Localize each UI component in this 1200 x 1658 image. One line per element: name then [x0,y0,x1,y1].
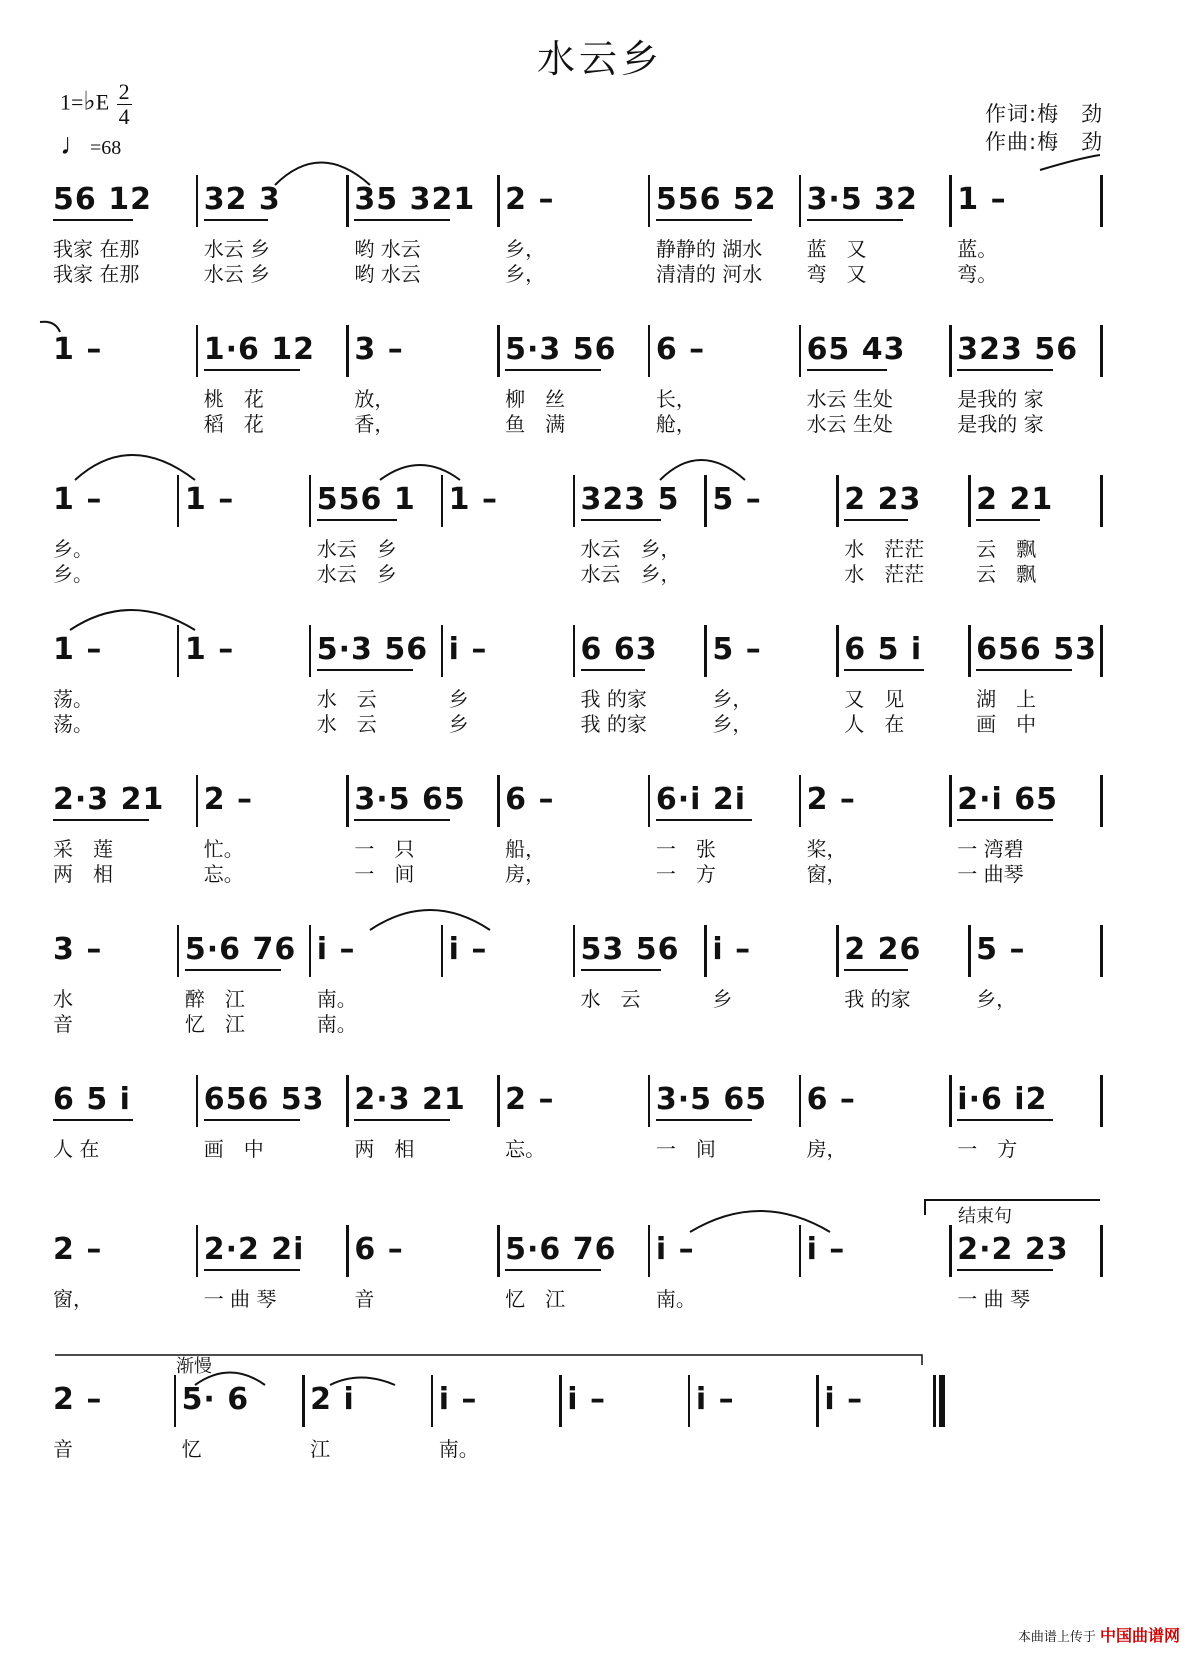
beam-line [807,219,903,221]
measure-notes: 2 – [505,1082,555,1117]
barline [704,925,707,977]
lyric-verse-1: 是我的 家 [957,387,1044,411]
barline [346,1225,349,1277]
lyric-verse-1: 水云 乡 [203,237,271,261]
measure-notes: 3 – [53,932,103,967]
lyric-verse-1: 忙。 [203,837,244,861]
lyric-verse-1: 一 只 [354,837,415,861]
barline [949,1075,952,1127]
barline [497,1225,500,1277]
beam-line [957,1119,1053,1121]
measure-notes: 2·i 65 [957,782,1059,817]
beam-line [505,1269,601,1271]
song-title: 水云乡 [536,37,663,81]
lyric-verse-1: 一 湾碧 [957,837,1024,861]
beam-line [53,1119,133,1121]
lyric-verse-2: 音 [53,1012,73,1036]
measure-notes: 2 26 [844,932,922,967]
measure-notes: 1 – [53,482,103,517]
measure-notes: 5 – [712,632,762,667]
beam-line [317,519,397,521]
barline [949,1225,952,1277]
barline [836,925,839,977]
measure-notes: 1 – [53,332,103,367]
lyric-verse-2: 是我的 家 [957,412,1044,436]
beam-line [581,669,645,671]
lyric-verse-1: 蓝 又 [806,237,867,261]
lyric-verse-1: 江 [310,1437,331,1461]
beam-line [185,969,281,971]
lyric-verse-1: 乡。 [53,537,93,561]
lyric-verse-2: 清清的 河水 [655,262,763,286]
barline [949,175,952,227]
barline [968,925,971,977]
beam-line [317,669,413,671]
lyric-verse-2: 人 在 [844,712,905,736]
time-top: 2 [118,79,130,104]
lyric-verse-1: 湖 上 [976,687,1037,711]
barline [1100,925,1103,977]
lyric-verse-2: 一 方 [655,862,716,886]
footer-site: 中国曲谱网 [1099,1626,1180,1645]
lyric-verse-1: 桨， [806,837,847,861]
beam-line [204,1119,300,1121]
barline [309,625,312,677]
barline [346,175,349,227]
barline [799,175,802,227]
time-bottom: 4 [118,104,130,129]
lyric-verse-2: 水 茫茫 [844,562,925,586]
barline [573,625,576,677]
measure-notes: 3·5 65 [655,1082,768,1117]
measure-notes: 556 52 [655,182,777,217]
lyric-verse-1: 云 飘 [976,537,1037,561]
lyric-verse-2: 一 间 [354,862,415,886]
barline [441,625,444,677]
measure-notes: 2 – [53,1382,103,1417]
beam-line [581,519,661,521]
lyric-verse-1: 音 [354,1287,375,1311]
lyric-verse-1: 音 [53,1437,73,1461]
lyric-verse-1: 画 中 [203,1137,264,1161]
barline [441,925,444,977]
ending-bracket [925,1200,1100,1215]
barline [346,775,349,827]
measure-notes: i – [448,632,488,667]
lyric-verse-1: 我家 在那 [53,237,140,261]
measure-notes: 6 – [655,332,706,367]
measure-notes: 656 53 [976,632,1097,667]
lyric-verse-2: 两 相 [53,862,113,886]
beam-line [53,219,133,221]
lyric-verse-2: 哟 水云 [354,262,421,286]
lyric-verse-1: 水云 乡， [580,537,681,561]
lyric-verse-1: 采 莲 [53,837,113,861]
tempo-value: =68 [90,137,122,159]
lyric-verse-2: 水云 生处 [806,412,893,436]
measure-notes: 35 321 [354,182,476,217]
barline [196,175,199,227]
final-barline-thin [933,1375,936,1427]
measure-notes: i – [438,1382,478,1417]
lyric-verse-1: 乡， [712,687,753,711]
lyric-verse-1: 醉 江 [184,987,245,1011]
lyric-verse-1: 南。 [655,1287,696,1311]
lyricist-credit: 作词:梅 劲 [985,102,1104,126]
lyric-verse-1: 忆 [181,1437,202,1461]
lyric-verse-1: 两 相 [354,1137,415,1161]
lyric-verse-1: 一 张 [655,837,716,861]
barline [968,625,971,677]
beam-line [354,1119,450,1121]
flat-sign: ♭ [83,86,96,116]
lyric-verse-1: 我 的家 [844,987,911,1011]
final-barline-thick [939,1375,945,1427]
measure-notes: 6·i 2i [655,782,746,817]
ending-label: 结束句 [958,1206,1012,1227]
barline [441,475,444,527]
lyric-verse-2: 忘。 [203,862,244,886]
lyric-verse-1: 蓝。 [957,237,998,261]
barline [688,1375,691,1427]
measure-notes: i – [655,1232,695,1267]
barline [346,1075,349,1127]
measure-notes: 1 – [184,632,235,667]
beam-line [204,369,300,371]
lyric-verse-2: 乡 [448,712,469,736]
measure-notes: i – [567,1382,607,1417]
barline [497,175,500,227]
barline [704,475,707,527]
lyric-verse-2: 弯。 [957,262,998,286]
footer-credit [1018,1623,1180,1646]
key-letter: E [95,89,110,115]
lyric-verse-2: 水 云 [316,712,377,736]
measure-notes: i – [712,932,752,967]
lyric-verse-1: 柳 丝 [505,387,566,411]
lyric-verse-2: 乡， [505,262,546,286]
lyric-verse-1: 静静的 湖水 [655,237,763,261]
lyric-verse-1: 乡 [712,987,733,1011]
barline [196,1225,199,1277]
lyric-verse-1: 又 见 [844,687,905,711]
lyric-verse-2: 稻 花 [203,412,264,436]
lyric-verse-1: 水 云 [580,987,641,1011]
beam-line [844,969,908,971]
barline [949,775,952,827]
beam-line [656,819,752,821]
barline [573,925,576,977]
measure-notes: 6 63 [580,632,658,667]
beam-line [53,819,149,821]
measure-notes: 6 5 i [53,1082,131,1117]
measure-notes: 3 – [354,332,404,367]
measure-notes: 1 – [448,482,498,517]
barline [1100,1075,1103,1127]
lyric-verse-2: 乡。 [53,562,93,586]
barline [1100,325,1103,377]
barline [648,1225,651,1277]
ritardando-label: 渐慢 [176,1356,212,1377]
measure-notes: 6 5 i [844,632,923,667]
measure-notes: 2 – [505,182,555,217]
barline [573,475,576,527]
barline [648,175,651,227]
barline [1100,475,1103,527]
lyric-verse-1: 乡， [976,987,1017,1011]
composer-credit: 作曲:梅 劲 [985,130,1104,154]
beam-line [354,219,450,221]
beam-line [656,1119,752,1121]
barline [559,1375,562,1427]
measure-notes: 5·6 76 [184,932,297,967]
measure-notes: 323 56 [957,332,1079,367]
lyric-verse-1: 窗， [53,1287,93,1311]
barline [196,775,199,827]
lyric-verse-1: 人 在 [53,1137,100,1161]
barline [174,1375,177,1427]
barline [704,625,707,677]
barline [799,1075,802,1127]
barline [346,325,349,377]
measure-notes: i – [316,932,356,967]
barline [196,1075,199,1127]
lyric-verse-1: 放， [354,387,395,411]
measure-notes: 5·3 56 [316,632,429,667]
measure-notes: 56 12 [53,182,152,217]
lyric-verse-1: 房， [806,1137,847,1161]
lyric-verse-2: 我 的家 [580,712,647,736]
measure-notes: 65 43 [806,332,906,367]
lyric-verse-1: 桃 花 [203,387,264,411]
lyric-verse-2: 水云 乡 [316,562,397,586]
measure-notes: 656 53 [203,1082,325,1117]
lyric-verse-2: 画 中 [976,712,1037,736]
lyric-verse-1: 荡。 [53,687,93,711]
barline [309,925,312,977]
lyric-verse-1: 忘。 [505,1137,546,1161]
measure-notes: 1 – [53,632,103,667]
lyric-verse-1: 南。 [438,1437,479,1461]
lyric-verse-1: 水云 乡 [316,537,397,561]
lyric-verse-2: 弯 又 [806,262,867,286]
measure-notes: 323 5 [580,482,680,517]
measure-notes: 2 21 [976,482,1054,517]
measure-notes: 1 – [184,482,235,517]
lyric-verse-2: 水云 乡 [203,262,271,286]
beam-line [354,819,450,821]
lyric-verse-1: 南。 [316,987,357,1011]
lyric-verse-1: 我 的家 [580,687,647,711]
barline [648,325,651,377]
measure-notes: 1 – [957,182,1007,217]
beam-line [957,1269,1053,1271]
lyric-verse-1: 忆 江 [505,1287,566,1311]
beam-line [844,519,908,521]
measure-notes: i·6 i2 [957,1082,1048,1117]
beam-line [957,369,1053,371]
barline [1100,1225,1103,1277]
lyric-verse-2: 忆 江 [184,1012,245,1036]
measure-notes: 3·5 32 [806,182,918,217]
lyric-verse-1: 水云 生处 [806,387,893,411]
beam-line [957,819,1053,821]
beam-line [976,669,1072,671]
measure-notes: 1·6 12 [203,332,316,367]
lyric-verse-1: 一 间 [655,1137,716,1161]
key-prefix: 1= [60,89,84,115]
barline [497,1075,500,1127]
lyric-verse-1: 乡， [505,237,546,261]
measure-notes: 6 – [354,1232,404,1267]
lyric-verse-2: 香， [354,412,395,436]
measure-notes: 6 – [505,782,555,817]
measure-notes: 5· 6 [181,1382,250,1417]
measure-notes: 5 – [976,932,1026,967]
beam-line [505,369,601,371]
measure-notes: 2 23 [844,482,922,517]
measure-notes: 2 – [53,1232,103,1267]
lyric-verse-1: 水 [53,987,73,1011]
measure-notes: 2 – [203,782,254,817]
barline [949,325,952,377]
measure-notes: 5·6 76 [505,1232,617,1267]
lyric-verse-1: 水 云 [316,687,377,711]
lyric-verse-2: 云 飘 [976,562,1037,586]
lyric-verse-2: 房， [505,862,546,886]
measure-notes: 2·2 23 [957,1232,1069,1267]
barline [648,1075,651,1127]
tempo-marking [60,128,121,162]
barline [302,1375,305,1427]
barline [309,475,312,527]
footer-prefix: 本曲谱上传于 [1017,1630,1096,1645]
lyric-verse-2: 南。 [316,1012,357,1036]
key-signature [60,80,132,129]
barline [196,325,199,377]
lyric-verse-1: 长， [655,387,696,411]
measure-notes: i – [448,932,488,967]
measure-notes: 6 – [806,1082,856,1117]
lyric-verse-1: 一 方 [957,1137,1018,1161]
barline [177,625,180,677]
beam-line [807,369,887,371]
measure-notes: 2·3 21 [354,1082,466,1117]
measure-notes: 5·3 56 [505,332,617,367]
measure-notes: i – [824,1382,864,1417]
lyric-verse-2: 荡。 [53,712,93,736]
barline [497,325,500,377]
beam-line [204,219,268,221]
tie-arc [1040,155,1100,170]
time-signature [117,80,132,129]
beam-line [204,1269,300,1271]
measure-notes: 53 56 [580,932,680,967]
barline [177,925,180,977]
lyric-verse-1: 水 茫茫 [844,537,925,561]
barline [799,775,802,827]
measure-notes: i – [806,1232,846,1267]
beam-line [844,669,924,671]
measure-notes: 556 1 [316,482,416,517]
lyric-verse-2: 一 曲琴 [957,862,1024,886]
quarter-note-icon: ♩ [60,128,90,161]
lyric-verse-1: 哟 水云 [354,237,421,261]
measure-notes: i – [695,1382,735,1417]
barline [836,625,839,677]
lyric-verse-2: 水云 乡， [580,562,681,586]
lyric-verse-2: 乡， [712,712,753,736]
barline [177,475,180,527]
beam-line [656,219,752,221]
measure-notes: 5 – [712,482,762,517]
measure-notes: 3·5 65 [354,782,466,817]
measure-notes: 2·3 21 [53,782,165,817]
measure-notes: 32 3 [203,182,281,217]
barline [799,1225,802,1277]
lyric-verse-1: 一 曲 琴 [957,1287,1030,1311]
barline [497,775,500,827]
lyric-verse-1: 乡 [448,687,469,711]
barline [816,1375,819,1427]
measure-notes: 2 i [310,1382,355,1417]
beam-line [976,519,1040,521]
barline [1100,625,1103,677]
lyric-verse-2: 窗， [806,862,847,886]
lyric-verse-2: 鱼 满 [505,412,566,436]
barline [799,325,802,377]
barline [431,1375,434,1427]
lyric-verse-2: 舱， [655,412,696,436]
measure-notes: 2·2 2i [203,1232,305,1267]
lyric-verse-1: 船， [505,837,546,861]
beam-line [581,969,661,971]
barline [1100,175,1103,227]
lyric-verse-2: 我家 在那 [53,262,140,286]
barline [836,475,839,527]
barline [968,475,971,527]
barline [1100,775,1103,827]
lyric-verse-1: 一 曲 琴 [203,1287,277,1311]
measure-notes: 2 – [806,782,856,817]
barline [648,775,651,827]
